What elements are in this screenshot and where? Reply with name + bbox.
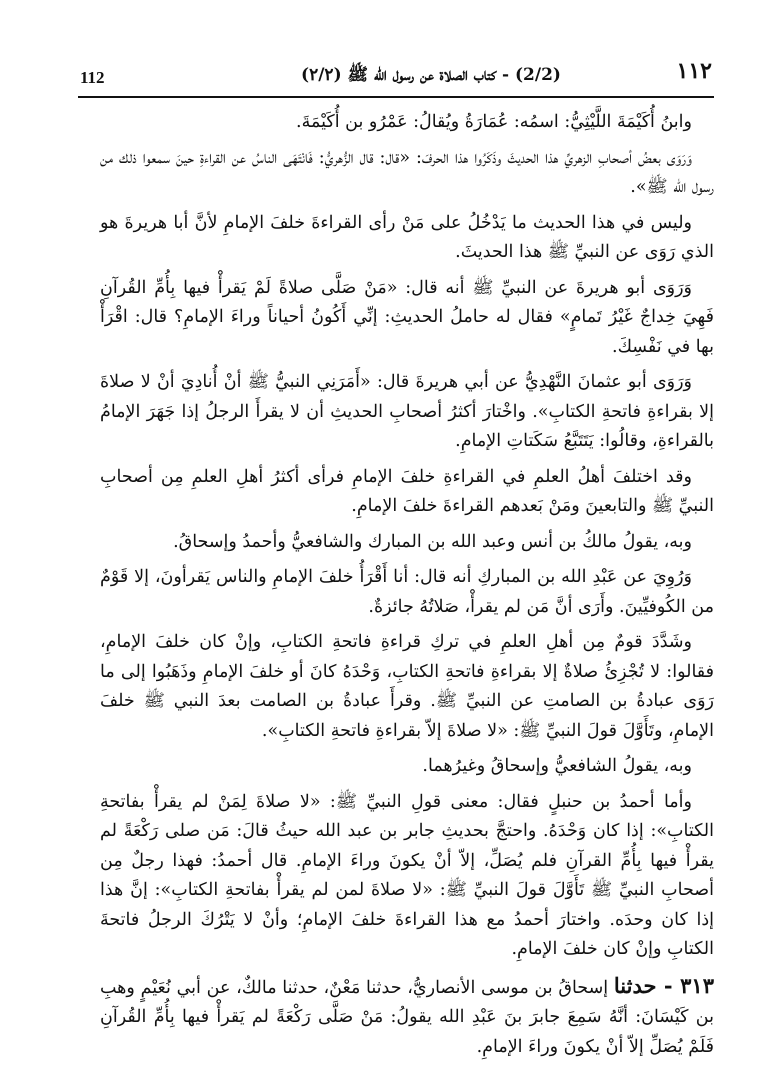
paragraph: وأما أحمدُ بن حنبلٍ فقال: معنى قولِ النبيِّ ﷺ: «لا صلاةَ لِمَنْ لم يقرأْ بفاتحةِ الكتابِ»: إذا كان وَحْدَهُ. واحتجَّ بحديثِ جابر بن عبد الله حيثُ قالَ: مَن صلى رَكْعَةً لم يقرأْ فيها بِأُمِّ القرآنِ فلم يُصَلِّ، إلاّ أنْ يكونَ وراءَ الإمامِ. قال أحمدُ: فهذا رجلٌ مِن أصحابِ النبيِّ ﷺ تَأَوَّلَ قولَ النبيِّ ﷺ: «لا صلاةَ لمن لم يقرأْ بفاتحةِ الكتابِ»: إنَّ هذا إذا كان وحدَه. واختارَ أحمدُ مع هذا القراءةَ خلفَ الإمامِ؛ وأنْ لا يَتْرُكَ الرجلُ فاتحةَ الكتابِ وإنْ كان خلفَ الإمامِ. [100,791,714,959]
paragraph: وبه، يقولُ مالكُ بن أنس وعبد الله بن المبارك والشافعيُّ وأحمدُ وإسحاقُ. [173,531,692,552]
paragraph: وشَدَّدَ قومٌ مِن أهلِ العلمِ في تركِ قراءةِ فاتحةِ الكتابِ، وإنْ كان خلفَ الإمامِ، فقالوا: لا تُجْزِئُ صلاةٌ إلا بقراءةِ فاتحةِ الكتابِ، وَحْدَهُ كانَ أو خلفَ الإمامِ وذَهَبُوا إلى ما رَوَى عبادةُ بن الصامتِ عن النبيِّ ﷺ. وقرأَ عبادةُ بن الصامت بعدَ النبي ﷺ خلفَ الإمامِ، وتَأَوَّلَ قولَ النبيِّ ﷺ: «لا صلاةَ إلاّ بقراءةِ فاتحةِ الكتابِ». [100,632,714,741]
page-number-latin: 112 [80,68,105,87]
paragraph: وَرَوَى أبو هريرةَ عن النبيِّ ﷺ أنه قال: «مَنْ صَلَّى صلاةً لَمْ يَقرأْ فيها بِأُمِّ القُرآنِ فَهِيَ خِداجٌ غَيْرُ تَمامٍ» فقال له حاملُ الحديثِ: إنِّي أَكُونُ أحياناً وراءَ الإمامِ؟ قال: اقْرَأْ بها في نَفْسِكَ. [100,277,714,357]
paragraph: وابنُ أُكَيْمَةَ اللَّيْثِيُّ: اسمُه: عُمَارَةُ ويُقالُ: عَمْرُو بن أُكَيْمَةَ. [296,112,692,132]
page-header [80,58,712,98]
paragraph: وَرَوَى أبو عثمانَ النَّهْدِيُّ عن أبي هريرةَ قال: «أَمَرَنِي النبيُّ ﷺ أنْ أُنادِيَ أنْ لا صلاةَ إلا بقراءةِ فاتحةِ الكتابِ». واخْتارَ أكثرُ أصحابِ الحديثِ أن لا يقرأَ الرجلُ إذا جَهَرَ الإمامُ بالقراءةِ، وقالُوا: يَتَتَبَّعُ سَكَتاتِ الإمامِ. [100,372,714,451]
hadith-number: ٣١٣ - حدثنا [613,972,714,998]
header-rule [78,96,714,98]
page-number-arabic: ١١٢ [676,58,712,84]
paragraph: وَرَوَى بعضُ أصحابِ الزهريِّ هذا الحديثَ وذَكَرُوا هذا الحرفَ: «قال: قال الزُّهريُّ: فَانْتَهَى الناسُ عن القراءةِ حينَ سمعوا ذلك من رسول الله ﷺ». [100,147,714,197]
hadith-entry [100,971,714,1063]
page-body [100,108,714,1068]
paragraph: وبه، يقولُ الشافعيُّ وإسحاقُ وغيرُهما. [422,756,692,776]
paragraph: وَرُوِيَ عن عَبْدِ الله بن المباركِ أنه قال: أنا أَقْرَأُ خلفَ الإمامِ والناس يَقرأونَ، إلا قَوْمٌ من الكُوفيِّينَ. وأَرَى أنَّ مَن لم يقرأْ، صَلاتُهُ جائزةٌ. [100,567,714,617]
hadith-text: إسحاقُ بن موسى الأنصاريُّ، حدثنا مَعْنٌ، حدثنا مالكٌ، عن أبي نُعَيْمٍ وهبِ بن كَيْسَانَ: أنَّهُ سَمِعَ جابرَ بنَ عَبْدِ الله يقولُ: مَنْ صَلَّى رَكْعَةً لم يَقرأْ فيها بِأُمِّ القُرآنِ فَلَمْ يُصَلِّ إلاّ أنْ يكونَ وراءَ الإمامِ. [100,977,714,1057]
running-title: (2/2) - كتاب الصلاة عن رسول الله ﷺ (٢/٢) [301,65,561,85]
paragraph: وليس في هذا الحديث ما يَدْخُلُ على مَنْ رأى القراءةَ خلفَ الإمامِ لأنَّ أبا هريرةَ هو الذي رَوَى عن النبيِّ ﷺ هذا الحديثَ. [100,212,714,262]
paragraph: وقد اختلفَ أهلُ العلمِ في القراءةِ خلفَ الإمامِ فرأى أكثرُ أهلِ العلمِ مِن أصحابِ النبيِّ ﷺ والتابعينَ ومَنْ بَعدهم القراءةَ خلفَ الإمامِ. [100,466,714,516]
